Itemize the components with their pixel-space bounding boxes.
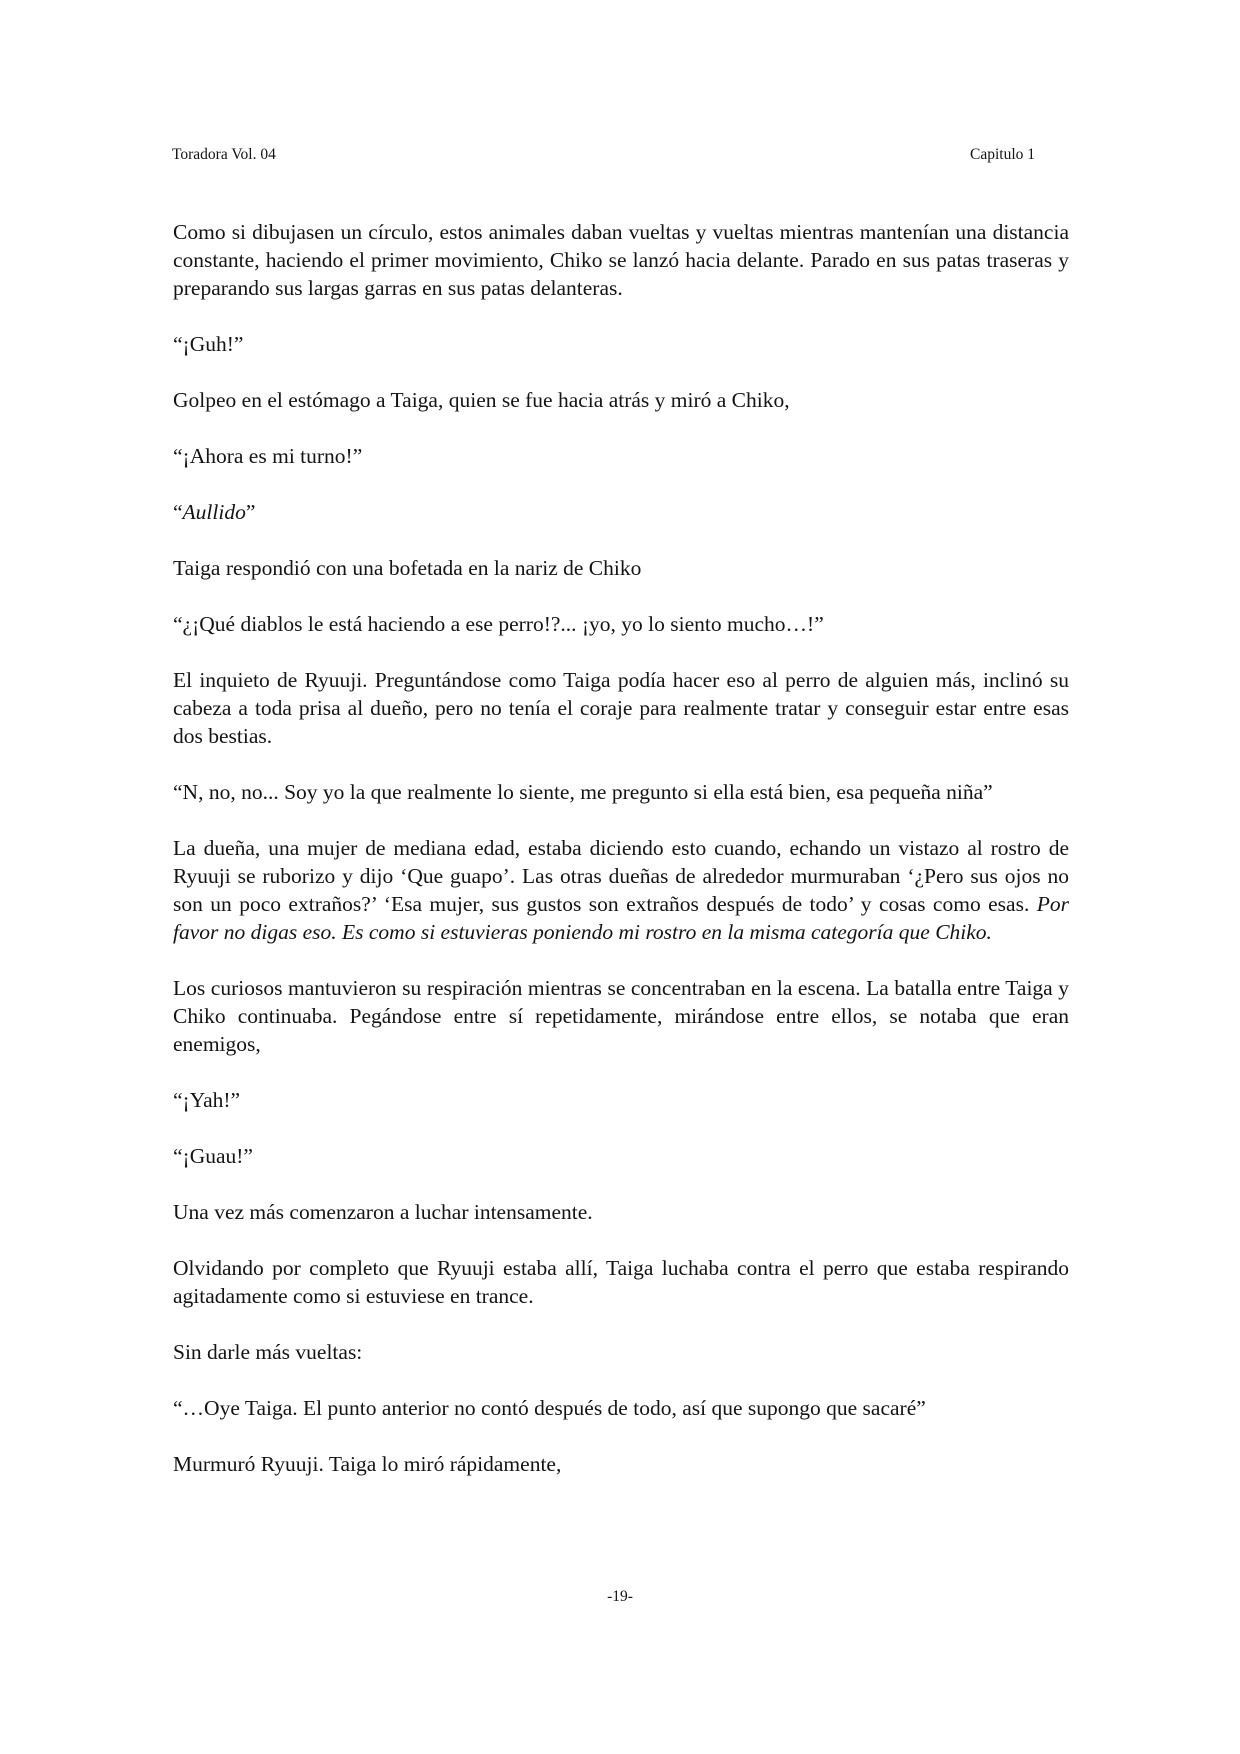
paragraph — [173, 778, 1069, 806]
text-segment: Como si dibujasen un círculo, estos animales daban vueltas y vueltas mientras mantenían una distancia constante, haciendo el primer movimiento, Chiko se lanzó hacia delante. Parado en sus patas traseras y preparando sus largas garras en sus patas delanteras. — [173, 220, 1069, 300]
paragraph — [173, 1142, 1069, 1170]
text-segment: “ — [173, 500, 183, 524]
paragraph — [173, 218, 1069, 302]
paragraph — [173, 1198, 1069, 1226]
paragraph — [173, 1254, 1069, 1310]
text-segment: Olvidando por completo que Ryuuji estaba allí, Taiga luchaba contra el perro que estaba respirando agitadamente como si estuviese en trance. — [173, 1256, 1069, 1308]
italic-text-segment: Por favor no digas eso. Es como si estuvieras poniendo mi rostro en la misma categoría que Chiko. — [173, 892, 1069, 944]
paragraph — [173, 1394, 1069, 1422]
paragraph — [173, 442, 1069, 470]
paragraph — [173, 554, 1069, 582]
body-text — [173, 218, 1069, 1478]
page-number: -19- — [607, 1588, 633, 1605]
text-segment: “¡Yah!” — [173, 1088, 241, 1112]
text-segment: “¡Guh!” — [173, 332, 244, 356]
paragraph — [173, 834, 1069, 946]
text-segment: “¿¡Qué diablos le está haciendo a ese perro!?... ¡yo, yo lo siento mucho…!” — [173, 612, 824, 636]
text-segment: Taiga respondió con una bofetada en la nariz de Chiko — [173, 556, 642, 580]
paragraph — [173, 330, 1069, 358]
text-segment: La dueña, una mujer de mediana edad, estaba diciendo esto cuando, echando un vistazo al rostro de Ryuuji se ruborizo y dijo ‘Que guapo’. Las otras dueñas de alrededor murmuraban ‘¿Pero sus ojos no son un poco extraños?’ ‘Esa mujer, sus gustos son extraños después de todo’ y cosas como esas. — [173, 836, 1069, 916]
text-segment: Sin darle más vueltas: — [173, 1340, 363, 1364]
paragraph — [173, 974, 1069, 1058]
text-segment: Golpeo en el estómago a Taiga, quien se fue hacia atrás y miró a Chiko, — [173, 388, 790, 412]
text-segment: Una vez más comenzaron a luchar intensamente. — [173, 1200, 593, 1224]
text-segment: Los curiosos mantuvieron su respiración mientras se concentraban en la escena. La batalla entre Taiga y Chiko continuaba. Pegándose entre sí repetidamente, mirándose entre ellos, se notaba que eran enemigos, — [173, 976, 1069, 1056]
text-segment: “¡Guau!” — [173, 1144, 253, 1168]
paragraph — [173, 610, 1069, 638]
running-header-title: Toradora Vol. 04 — [172, 146, 276, 163]
italic-text-segment: Aullido — [182, 500, 246, 524]
paragraph — [173, 666, 1069, 750]
text-segment: “¡Ahora es mi turno!” — [173, 444, 363, 468]
text-segment: ” — [245, 500, 256, 524]
paragraph — [173, 386, 1069, 414]
text-segment: Murmuró Ryuuji. Taiga lo miró rápidamente, — [173, 1452, 562, 1476]
paragraph — [173, 1086, 1069, 1114]
paragraph — [173, 1450, 1069, 1478]
text-segment: “N, no, no... Soy yo la que realmente lo siente, me pregunto si ella está bien, esa pequeña niña” — [173, 780, 993, 804]
paragraph — [173, 498, 1069, 526]
running-header-chapter: Capitulo 1 — [969, 146, 1035, 163]
paragraph — [173, 1338, 1069, 1366]
text-segment: “…Oye Taiga. El punto anterior no contó después de todo, así que supongo que sacaré” — [173, 1396, 926, 1420]
text-segment: El inquieto de Ryuuji. Preguntándose como Taiga podía hacer eso al perro de alguien más, inclinó su cabeza a toda prisa al dueño, pero no tenía el coraje para realmente tratar y conseguir estar entre esas dos bestias. — [173, 668, 1069, 748]
